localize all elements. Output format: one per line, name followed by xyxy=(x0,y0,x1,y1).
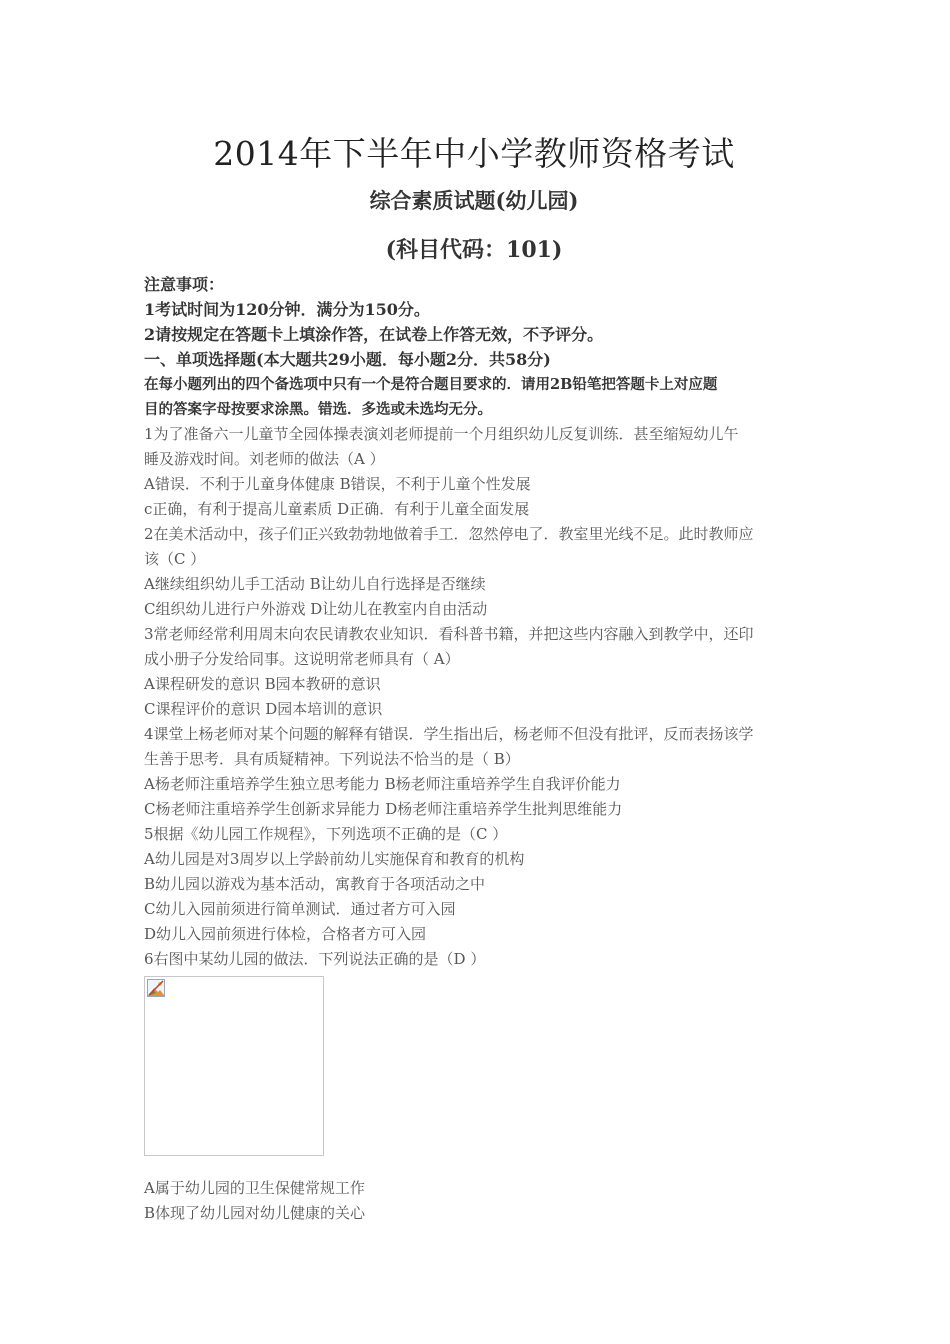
question-4-options-cd: C杨老师注重培养学生创新求异能力 D杨老师注重培养学生批判思维能力 xyxy=(144,800,623,818)
subject-code: (科目代码：101) xyxy=(385,237,563,263)
question-3-stem-2: 成小册子分发给同事。这说明常老师具有（ A） xyxy=(144,650,460,668)
exam-subtitle: 综合素质试题(幼儿园) xyxy=(369,188,579,213)
question-1-options-ab: A错误．不利于儿童身体健康 B错误，不利于儿童个性发展 xyxy=(144,475,531,493)
question-2-stem-1: 2在美术活动中，孩子们正兴致勃勃地做着手工．忽然停电了．教室里光线不足。此时教师应 xyxy=(144,525,754,543)
question-2-stem-2: 该（C ） xyxy=(144,550,206,568)
question-3-options-ab: A课程研发的意识 B园本教研的意识 xyxy=(144,675,381,693)
question-6-figure xyxy=(144,976,324,1156)
question-5-option-a: A幼儿园是对3周岁以上学龄前幼儿实施保育和教育的机构 xyxy=(144,850,525,868)
section-instruction-1: 在每小题列出的四个备选项中只有一个是符合题目要求的．请用2B铅笔把答题卡上对应题 xyxy=(144,376,718,393)
question-5-option-d: D幼儿入园前须进行体检，合格者方可入园 xyxy=(144,925,427,943)
broken-image-icon xyxy=(147,979,165,997)
question-1-stem-1: 1为了准备六一儿童节全园体操表演刘老师提前一个月组织幼儿反复训练．甚至缩短幼儿午 xyxy=(144,425,739,443)
exam-content xyxy=(144,272,812,1226)
question-4-stem-1: 4课堂上杨老师对某个问题的解释有错误．学生指出后，杨老师不但没有批评，反而表扬该学 xyxy=(144,725,754,743)
question-6-stem: 6右图中某幼儿园的做法．下列说法正确的是（D ） xyxy=(144,950,486,968)
notice-heading: 注意事项： xyxy=(144,275,225,294)
notice-item-2: 2请按规定在答题卡上填涂作答，在试卷上作答无效，不予评分。 xyxy=(144,325,604,344)
question-5-option-c: C幼儿入园前须进行简单测试．通过者方可入园 xyxy=(144,900,456,918)
exam-title: 2014年下半年中小学教师资格考试 xyxy=(213,134,735,173)
section-heading: 一、单项选择题(本大题共29小题．每小题2分．共58分) xyxy=(144,350,551,369)
question-4-stem-2: 生善于思考．具有质疑精神。下列说法不恰当的是（ B） xyxy=(144,750,520,768)
question-5-option-b: B幼儿园以游戏为基本活动，寓教育于各项活动之中 xyxy=(144,875,486,893)
question-3-options-cd: C课程评价的意识 D园本培训的意识 xyxy=(144,700,383,718)
question-1-options-cd: c正确，有利于提高儿童素质 D正确．有利于儿童全面发展 xyxy=(144,500,530,518)
notice-item-1: 1考试时间为120分钟．满分为150分。 xyxy=(144,300,430,319)
section-instruction-2: 目的答案字母按要求涂黑。错选．多选或未选均无分。 xyxy=(144,401,492,418)
question-1-stem-2: 睡及游戏时间。刘老师的做法（A ） xyxy=(144,450,385,468)
question-2-options-cd: C组织幼儿进行户外游戏 D让幼儿在教室内自由活动 xyxy=(144,600,488,618)
question-4-options-ab: A杨老师注重培养学生独立思考能力 B杨老师注重培养学生自我评价能力 xyxy=(144,775,621,793)
question-5-stem: 5根据《幼儿园工作规程》，下列选项不正确的是（C ） xyxy=(144,825,508,843)
question-6-option-a: A属于幼儿园的卫生保健常规工作 xyxy=(144,1179,365,1197)
question-6-option-b: B体现了幼儿园对幼儿健康的关心 xyxy=(144,1204,366,1222)
question-2-options-ab: A继续组织幼儿手工活动 B让幼儿自行选择是否继续 xyxy=(144,575,486,593)
question-3-stem-1: 3常老师经常利用周末向农民请教农业知识．看科普书籍，并把这些内容融入到教学中，还印 xyxy=(144,625,754,643)
